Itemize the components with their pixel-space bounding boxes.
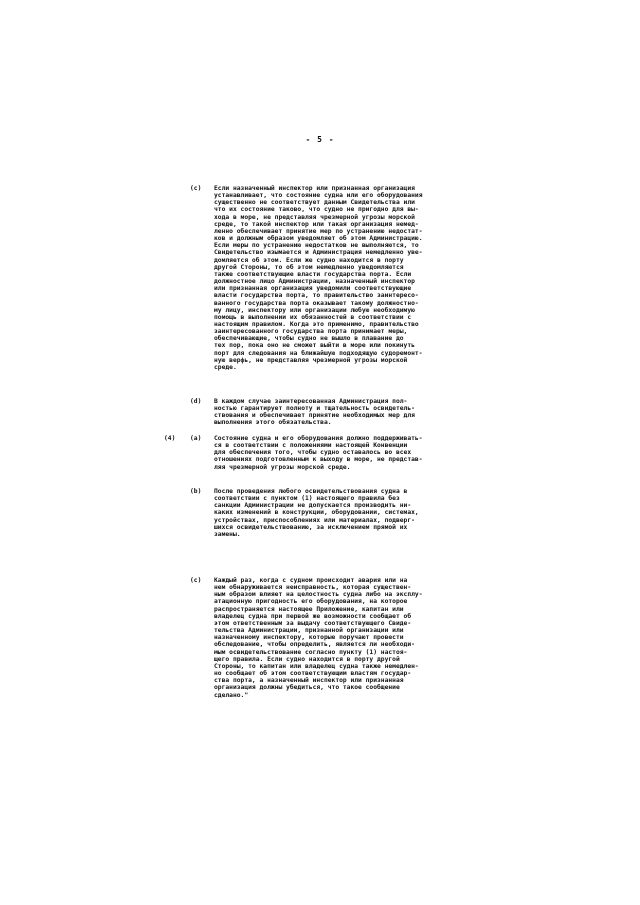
paragraph-text: Состояние судна и его оборудования должно поддерживать- ся в соответствии с положениями настоящей Конвенции для обеспечения того, чтобы судно оставалось во всех отношениях подготовленным к выходу в море, не представ- ляя чрезмерной угрозы морской среде. [214,435,423,471]
paragraph-label: (b) [190,488,202,495]
paragraph-label: (a) [190,435,202,442]
paragraph-text: После проведения любого освидетельствования судна в соответствии с пунктом (1) настоящего правила без санкции Администрации не допускается производить ни- каких изменений в конструкции, оборудовании, системах, устройствах, приспособлениях или материалах, подверг- шихся освидетельствованию, за исключением прямой их замены. [214,488,419,538]
paragraph-label: (c) [190,577,202,584]
paragraph-text: Если назначенный инспектор или признанная организация устанавливает, что состояние судна или его оборудования существенно не соответствует данным Свидетельства или что их состояние таково, что судно не пригодно для вы- хода в море, не представляя чрезмерной угрозы морской среде, то такой инспектор или такая организация немед- ленно обеспечивает принятие мер по устранению недостат- ков и должным образом уведомляет об этом Администрацию. Если меры по устранению недостатков не выполняются, то Свидетельство изымается и Администрация немедленно уве- домляется об этом. Если же судно находится в порту другой Стороны, то об этом немедленно уведомляются также соответствующие власти государства порта. Если должностное лицо Администрации, назначенный инспектор или признанная организация уведомили соответствующие власти государства порта, то правительство заинтересо- ванного государства порта оказывает такому должностно- му лицу, инспектору или организации любую необходимую помощь в выполнении их обязанностей в соответствии с настоящим правилом. Когда это применимо, правительство заинтересованного государства порта принимает меры, обеспечивающие, чтобы судно не вышло в плавание до тех пор, пока оно не сможет выйти в море или покинуть порт для следования на ближайшую подходящую судоремонт- ную верфь, не представляя чрезмерной угрозы морской среде. [214,185,423,371]
paragraph-label: (d) [190,398,202,405]
paragraph-label: (c) [190,185,202,192]
section-number: (4) [164,435,176,442]
paragraph-text: В каждом случае заинтересованная Администрация пол- ностью гарантирует полноту и тщательность освидетель- ствования и обеспечивает принятие необходимых мер для выполнения этого обязательства. [214,398,415,427]
page-number: - 5 - [305,135,335,144]
paragraph-text: Каждый раз, когда с судном происходит авария или на нем обнаруживается неисправность, которая существен- ным образом влияет на целостность судна либо на эксплу- атационную пригодность его оборудования, на которое распространяется настоящее Приложение, капитан или владелец судна при первой же возможности сообщает об этом ответственным за выдачу соответствующего Свиде- тельства Администрации, признанной организации или назначенному инспектору, которые поручают провести обследование, чтобы определить, является ли необходи- мым освидетельствование согласно пункту (1) настоя- щего правила. Если судно находится в порту другой Стороны, то капитан или владелец судна также немедлен- но сообщает об этом соответствующим властям государ- ства порта, а назначенный инспектор или признанная организация должны убедиться, что такое сообщение сделано." [214,577,423,699]
